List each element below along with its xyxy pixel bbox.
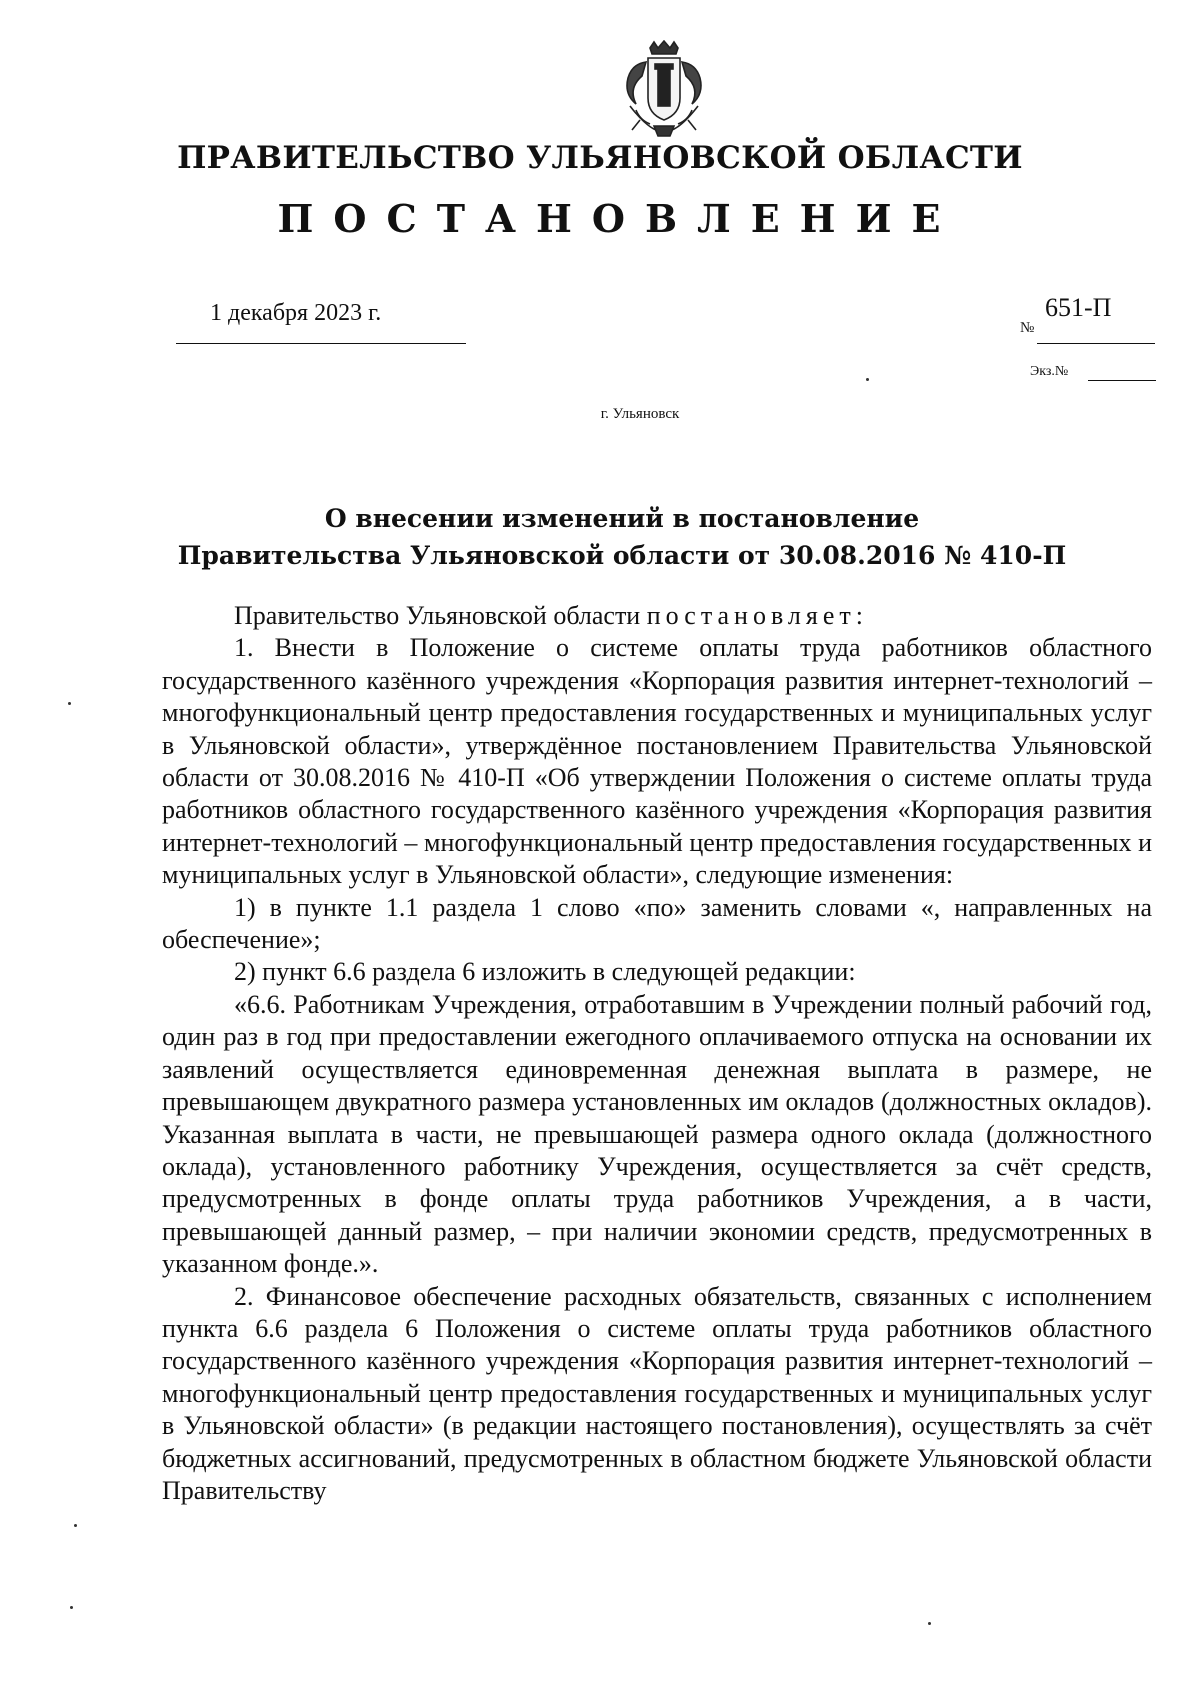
coat-of-arms-emblem	[610, 40, 718, 140]
intro-spaced-verb: постановляет	[646, 601, 856, 630]
document-number: 651-П	[1045, 293, 1112, 322]
scan-speck	[68, 702, 71, 705]
city: г. Ульяновск	[600, 406, 680, 422]
paragraph-1-item-2: 2) пункт 6.6 раздела 6 изложить в следующей редакции:	[234, 957, 856, 987]
copy-number-underline	[1088, 380, 1156, 381]
copy-number-label: Экз.№	[1030, 364, 1069, 379]
document-title	[0, 500, 1200, 574]
scan-speck	[928, 1622, 931, 1625]
number-underline	[1037, 343, 1155, 344]
scan-speck	[70, 1606, 73, 1609]
date-underline	[176, 343, 466, 344]
number-sign: №	[1020, 320, 1035, 336]
intro-paragraph	[162, 600, 1152, 632]
paragraph-1-item-1: 1) в пункте 1.1 раздела 1 слово «по» заменить словами «, направленных на обеспечение»;	[162, 892, 1152, 955]
intro-end: :	[855, 601, 863, 630]
scan-speck	[866, 378, 869, 381]
paragraph-1-item-2-text: «6.6. Работникам Учреждения, отработавшим в Учреждении полный рабочий год, один раз в год при предоставлении ежегодного оплачиваемого отпуска на основании их заявлений осуществляется единовременная денежная выплата в размере, не превышающем двукратного размера установленных им окладов (должностных окладов). Указанная выплата в части, не превышающей размера одного оклада (должностного оклада), установленного работнику Учреждения, осуществляется за счёт средств, предусмотренных в фонде оплаты труда работников Учреждения, а в части, превышающей данный размер, – при наличии экономии средств, предусмотренных в указанном фонде.».	[162, 989, 1152, 1279]
scan-speck	[74, 1524, 77, 1527]
document-body	[162, 600, 1152, 1507]
document-type: ПОСТАНОВЛЕНИЕ	[277, 196, 961, 241]
title-line-1: О внесении изменений в постановление	[324, 504, 920, 533]
document-date: 1 декабря 2023 г.	[210, 300, 382, 326]
paragraph-2: 2. Финансовое обеспечение расходных обязательств, связанных с исполнением пункта 6.6 раздела 6 Положения о системе оплаты труда работников областного государственного казённого учреждения «Корпорация развития интернет-технологий – многофункциональный центр предоставления государственных и муниципальных услуг в Ульяновской области» (в редакции настоящего постановления), осуществлять за счёт бюджетных ассигнований, предусмотренных в областном бюджете Ульяновской области Правительству	[162, 1281, 1152, 1505]
intro-lead: Правительство Ульяновской области	[234, 601, 647, 630]
title-line-2: Правительства Ульяновской области от 30.08.2016 № 410-П	[177, 541, 1067, 570]
paragraph-1: 1. Внести в Положение о системе оплаты труда работников областного государственного казённого учреждения «Корпорация развития интернет-технологий – многофункциональный центр предоставления государственных и муниципальных услуг в Ульяновской области», утверждённое постановлением Правительства Ульяновской области от 30.08.2016 № 410-П «Об утверждении Положения о системе оплаты труда работников областного государственного казённого учреждения «Корпорация развития интернет-технологий – многофункциональный центр предоставления государственных и муниципальных услуг в Ульяновской области», следующие изменения:	[162, 633, 1152, 890]
organization-name: ПРАВИТЕЛЬСТВО УЛЬЯНОВСКОЙ ОБЛАСТИ	[177, 140, 1023, 176]
